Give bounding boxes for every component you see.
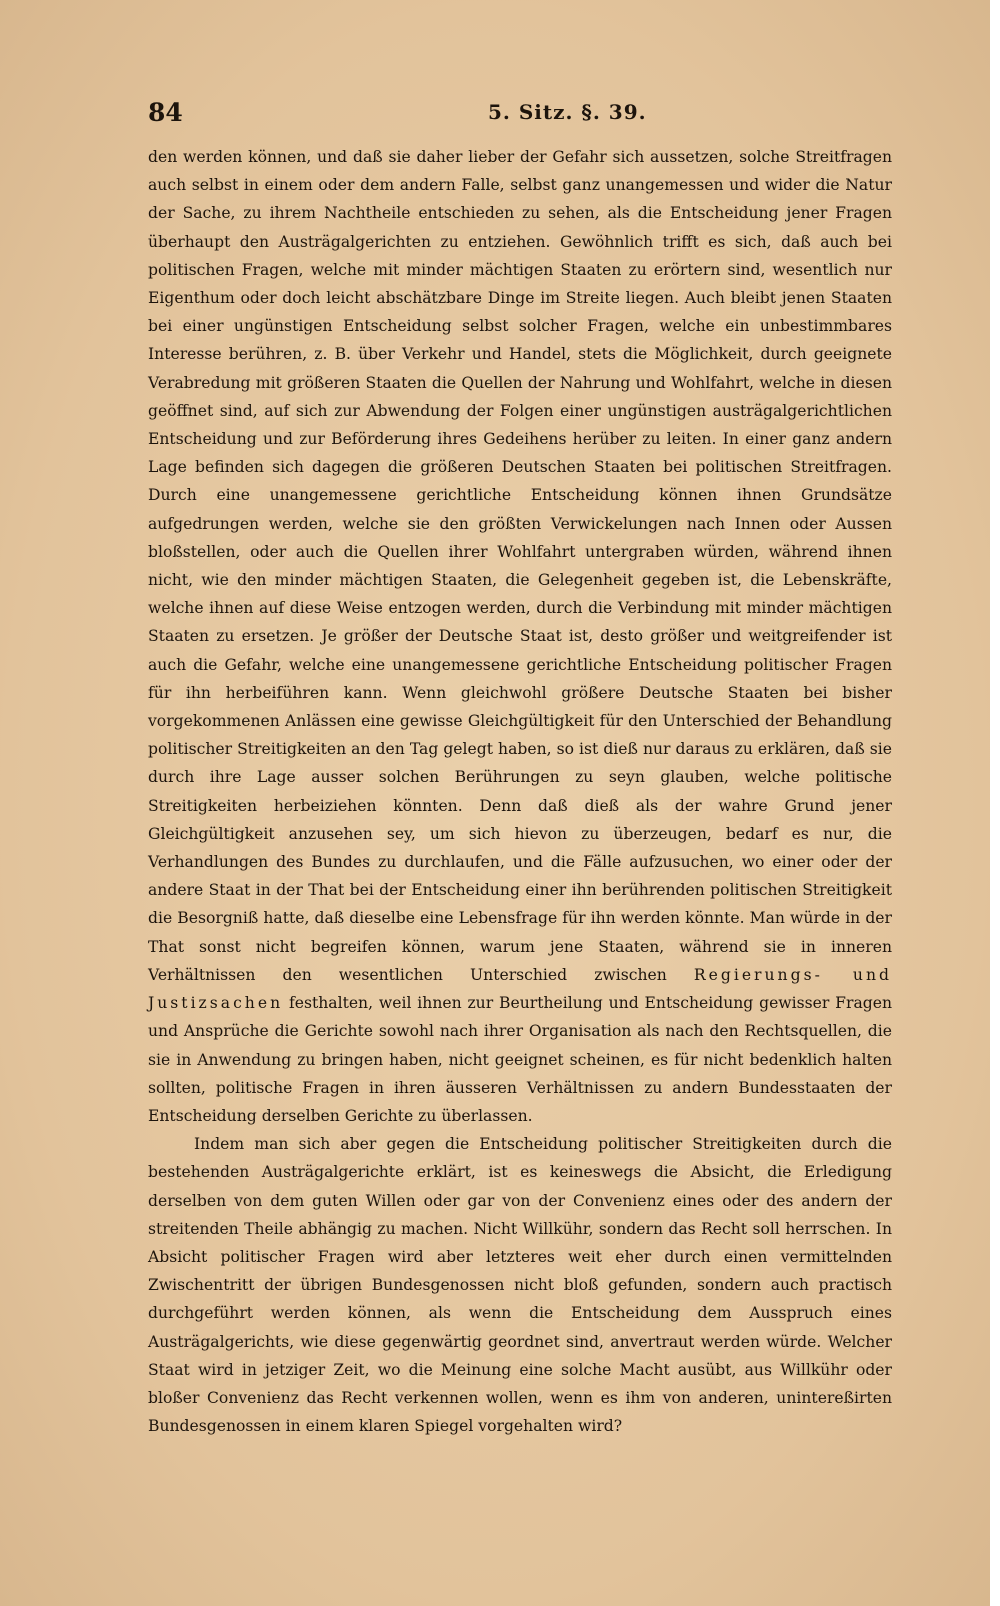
paragraph-2: Indem man sich aber gegen die Entscheidung politischer Streitigkeiten durch die bestehenden Austrägalgerichte erklärt, ist es keineswegs die Absicht, die Erledigung derselben von dem guten Willen oder gar von der Convenienz eines oder des andern der streitenden Theile abhängig zu machen. Nicht Willkühr, sondern das Recht soll herrschen. In Absicht politischer Fragen wird aber letzteres weit eher durch einen vermittelnden Zwischentritt der übrigen Bundesgenossen nicht bloß gefunden, sondern auch practisch durchgeführt werden können, als wenn die Entscheidung dem Ausspruch eines Austrägalgerichts, wie diese gegenwärtig geordnet sind, anvertraut werden würde. Welcher Staat wird in jetziger Zeit, wo die Meinung eine solche Macht ausübt, aus Willkühr oder bloßer Convenienz das Recht verkennen wollen, wenn es ihm von anderen, unintereßirten Bundesgenossen in einem klaren Spiegel vorgehalten wird? [148,1135,892,1436]
page-number: 84 [148,98,183,127]
running-head: 5. Sitz. §. 39. [488,100,647,124]
paragraph-1-text: den werden können, und daß sie daher lieber der Gefahr sich aussetzen, solche Streitfragen auch selbst in einem oder dem andern Falle, selbst ganz unangemessen und wider die Natur der Sache, zu ihrem Nachtheile entschieden zu sehen, als die Entscheidung jener Fragen überhaupt den Austrägalgerichten zu entziehen. Gewöhnlich trifft es sich, daß auch bei politischen Fragen, welche mit minder mächtigen Staaten zu erörtern sind, wesentlich nur Eigenthum oder doch leicht abschätzbare Dinge im Streite liegen. Auch bleibt jenen Staaten bei einer ungünstigen Entscheidung selbst solcher Fragen, welche ein unbestimmbares Interesse berühren, z. B. über Verkehr und Handel, stets die Möglichkeit, durch geeignete Verabredung mit größeren Staaten die Quellen der Nahrung und Wohlfahrt, welche in diesen geöffnet sind, auf sich zur Abwendung der Folgen einer ungünstigen austrägalgerichtlichen Entscheidung und zur Beförderung ihres Gedeihens herüber zu leiten. In einer ganz andern Lage befinden sich dagegen die größeren Deutschen Staaten bei politischen Streitfragen. Durch eine unangemessene gerichtliche Entscheidung können ihnen Grundsätze aufgedrungen werden, welche sie den größten Verwickelungen nach Innen oder Aussen bloßstellen, oder auch die Quellen ihrer Wohlfahrt untergraben würden, während ihnen nicht, wie den minder mächtigen Staaten, die Gelegenheit gegeben ist, die Lebenskräfte, welche ihnen auf diese Weise entzogen werden, durch die Verbindung mit minder mächtigen Staaten zu ersetzen. Je größer der Deutsche Staat ist, desto größer und weitgreifender ist auch die Gefahr, welche eine unangemessene gerichtliche Entscheidung politischer Fragen für ihn herbeiführen kann. Wenn gleichwohl größere Deutsche Staaten bei bisher vorgekommenen Anlässen eine gewisse Gleichgültigkeit für den Unterschied der Behandlung politischer Streitigkeiten an den Tag gelegt haben, so ist dieß nur daraus zu erklären, daß sie durch ihre Lage ausser solchen Berührungen zu seyn glauben, welche politische Streitigkeiten herbeiziehen könnten. Denn daß dieß als der wahre Grund jener Gleichgültigkeit anzusehen sey, um sich hievon zu überzeugen, bedarf es nur, die Verhandlungen des Bundes zu durchlaufen, und die Fälle aufzusuchen, wo einer oder der andere Staat in der That bei der Entscheidung einer ihn berührenden politischen Streitigkeit die Besorgniß hatte, daß dieselbe eine Lebensfrage für ihn werden könnte. Man würde in der That sonst nicht begreifen können, warum jene Staaten, während sie in inneren Verhältnissen den wesentlichen Unterschied zwischen [148,148,892,984]
spaced-phrase: Regierungs- und Justizsachen [148,965,892,1013]
page-header [148,98,884,132]
body-text [148,143,892,1440]
paragraph-1-tail: festhalten, weil ihnen zur Beurtheilung und Entscheidung gewisser Fragen und Ansprüche die Gerichte sowohl nach ihrer Organisation als nach den Rechtsquellen, die sie in Anwendung zu bringen haben, nicht geeignet scheinen, es für nicht bedenklich halten sollten, politische Fragen in ihren äusseren Verhältnissen zu andern Bundesstaaten der Entscheidung derselben Gerichte zu überlassen. [148,994,892,1125]
paragraph-1 [148,143,892,1130]
